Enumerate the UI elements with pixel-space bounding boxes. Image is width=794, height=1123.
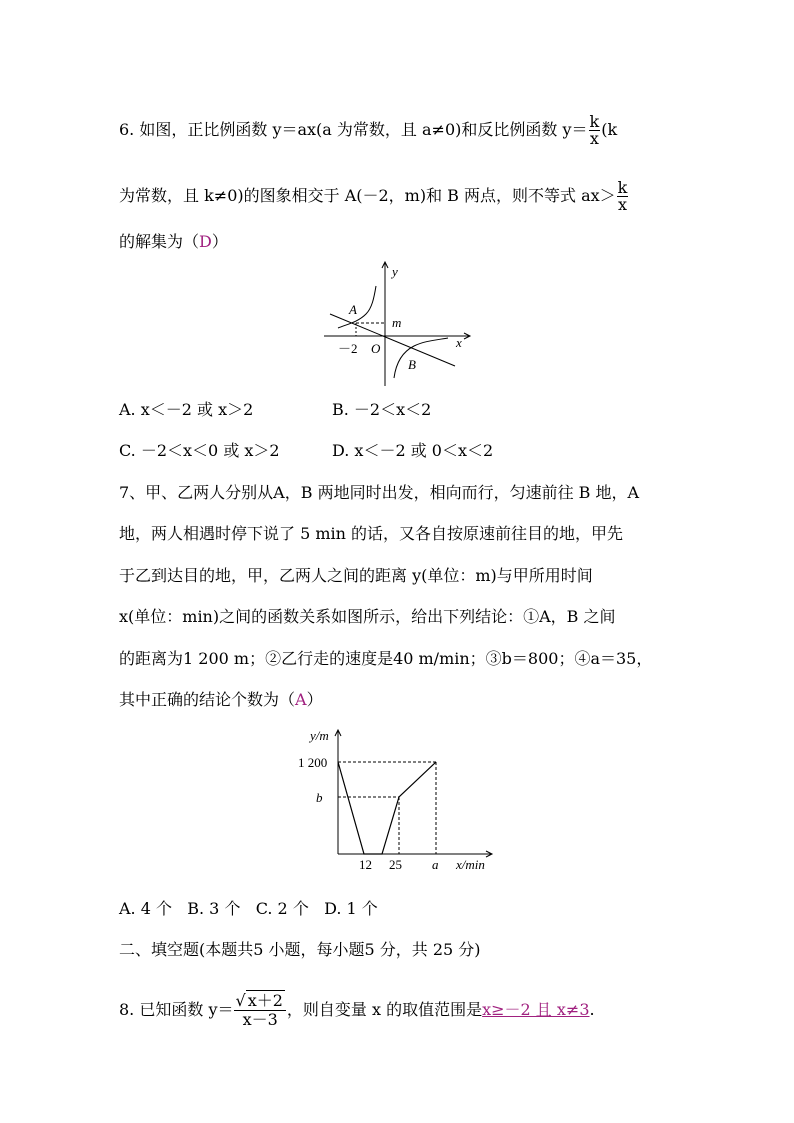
y-axis-label: y xyxy=(392,264,398,279)
x-tick-25: 25 xyxy=(389,857,402,872)
q8-end: . xyxy=(589,1000,595,1019)
fraction-k-over-x-2 xyxy=(617,180,629,213)
q6-answer: D xyxy=(199,232,212,251)
q6-options-row-2 xyxy=(119,441,280,461)
q7-text-6b: ） xyxy=(306,690,323,709)
distance-function-line xyxy=(338,762,436,854)
y-tick-b: b xyxy=(316,790,323,805)
q7-answer: A xyxy=(295,690,307,709)
x-tick-12: 12 xyxy=(359,857,372,872)
point-a-label: A xyxy=(349,302,357,317)
q7-text-6a: 其中正确的结论个数为（ xyxy=(119,690,296,709)
q8-mid: ，则自变量 x 的取值范围是 xyxy=(286,1000,483,1019)
q6-text-3a: 的解集为（ xyxy=(119,232,200,251)
q7-distance-time-graph xyxy=(296,724,502,876)
q8-prefix: 8. 已知函数 y＝ xyxy=(119,1000,234,1019)
q7-line-4: x(单位：min)之间的函数关系如图所示，给出下列结论：①A，B 之间 xyxy=(119,607,616,626)
x-tick-a: a xyxy=(432,857,439,872)
fraction-numerator: k xyxy=(589,112,600,131)
q6-line-1 xyxy=(119,114,617,147)
q6-line-2 xyxy=(119,180,629,213)
q8-denominator: x－3 xyxy=(234,1010,285,1029)
fraction-k-over-x xyxy=(589,114,601,147)
y-axis-label: y/m xyxy=(310,728,329,743)
fraction-denominator: x xyxy=(618,195,628,214)
q7-line-5: 的距离为1 200 m；②乙行走的速度是40 m/min；③b＝800；④a＝35， xyxy=(119,649,653,668)
q8-sqrt-radicand: x＋2 xyxy=(247,991,283,1010)
section-2-heading: 二、填空题(本题共5 小题，每小题5 分，共 25 分) xyxy=(119,940,481,959)
q6-text-1b: (k xyxy=(601,120,618,139)
q8-numerator: √ x＋2 xyxy=(235,991,283,1010)
q6-text-1a: 6. 如图，正比例函数 y＝ax(a 为常数，且 a≠0)和反比例函数 y＝ xyxy=(119,120,588,139)
q8-answer: x≥－2 且 x≠3 xyxy=(482,1000,590,1019)
q6-option-c: C. －2＜x＜0 或 x＞2 xyxy=(119,441,280,460)
q6-option-b: B. －2＜x＜2 xyxy=(332,400,432,419)
fraction-denominator: x xyxy=(589,129,599,148)
q6-options-row-1b xyxy=(332,400,431,420)
q6-option-d: D. x＜－2 或 0＜x＜2 xyxy=(332,441,494,460)
x-axis-label: x xyxy=(456,335,462,350)
q8-line xyxy=(119,992,595,1029)
q6-text-2a: 为常数，且 k≠0)的图象相交于 A(－2，m)和 B 两点，则不等式 ax＞ xyxy=(119,186,616,205)
q7-line-6 xyxy=(119,690,323,710)
q7-line-3: 于乙到达目的地，甲，乙两人之间的距离 y(单位：m)与甲所用时间 xyxy=(119,566,593,585)
q7-line-2: 地，两人相遇时停下说了 5 min 的话，又各自按原速前往目的地，甲先 xyxy=(119,524,624,543)
q8-fraction xyxy=(234,992,285,1029)
q7-line-1: 7、甲、乙两人分别从A，B 两地同时出发，相向而行，匀速前往 B 地，A xyxy=(119,483,640,502)
q7-options: A. 4 个 B. 3 个 C. 2 个 D. 1 个 xyxy=(119,899,378,918)
y-tick-1200: 1 200 xyxy=(298,755,328,770)
m-label: m xyxy=(392,315,402,330)
q6-text-3b: ） xyxy=(211,232,228,251)
origin-label: O xyxy=(371,341,381,356)
q6-function-graph xyxy=(318,258,478,390)
q6-options-row-2b xyxy=(332,441,493,461)
neg2-label: －2 xyxy=(338,341,358,356)
fraction-numerator: k xyxy=(617,178,628,197)
q6-line-3 xyxy=(119,232,228,252)
x-axis-label: x/min xyxy=(456,857,485,872)
point-b-label: B xyxy=(408,357,416,372)
q6-option-a: A. x＜－2 或 x＞2 xyxy=(119,400,254,419)
q6-options-row-1 xyxy=(119,400,253,420)
hyperbola-branch-upper-left xyxy=(338,286,376,328)
